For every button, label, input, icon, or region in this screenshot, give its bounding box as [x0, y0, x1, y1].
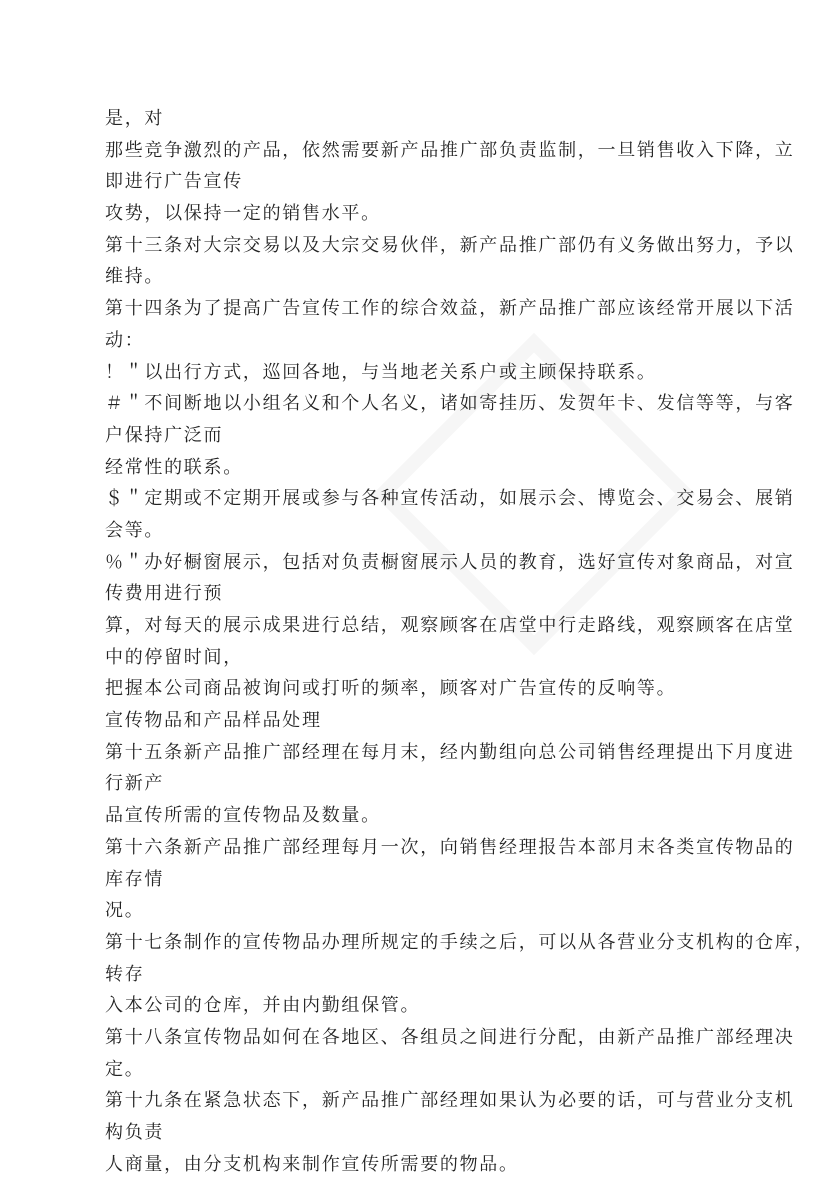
text-line: 动： [105, 329, 145, 351]
text-line: 品宣传所需的宣传物品及数量。 [105, 805, 381, 827]
text-line: 构负责 [105, 1122, 165, 1143]
text-line: 行新产 [105, 773, 165, 795]
text-line: 况。 [105, 900, 145, 922]
text-line: 转存 [105, 963, 145, 985]
text-line: 定。 [105, 1058, 145, 1080]
text-line: 户保持广泛而 [105, 424, 224, 446]
text-line: 把握本公司商品被询问或打听的频率，顾客对广告宣传的反响等。 [105, 678, 677, 700]
text-line: ＄＂定期或不定期开展或参与各种宣传活动，如展示会、博览会、交易会、展销 [105, 488, 795, 510]
text-line: 攻势，以保持一定的销售水平。 [105, 203, 381, 225]
text-line: ％＂办好橱窗展示，包括对负责橱窗展示人员的教育，选好宣传对象商品，对宣 [105, 551, 795, 573]
text-line: 经常性的联系。 [105, 456, 243, 478]
text-line: 第十三条对大宗交易以及大宗交易伙伴，新产品推广部仍有义务做出努力，予以 [105, 234, 795, 256]
text-line: 会等。 [105, 519, 165, 541]
text-line: 第十七条制作的宣传物品办理所规定的手续之后，可以从各营业分支机构的仓库， [105, 931, 815, 953]
text-line: ！＂以出行方式，巡回各地，与当地老关系户或主顾保持联系。 [105, 361, 657, 383]
text-line: 传费用进行预 [105, 583, 224, 605]
text-line: 库存情 [105, 868, 165, 890]
text-line: 那些竞争激烈的产品，依然需要新产品推广部负责监制，一旦销售收入下降，立 [105, 139, 795, 161]
text-line: 中的停留时间， [105, 646, 243, 668]
text-line: 是，对 [105, 108, 165, 129]
text-line: 第十八条宣传物品如何在各地区、各组员之间进行分配，由新产品推广部经理决 [105, 1026, 795, 1048]
text-line: 第十五条新产品推广部经理在每月末，经内勤组向总公司销售经理提出下月度进 [105, 741, 795, 763]
text-line: 维持。 [105, 266, 165, 288]
text-line: ＃＂不间断地以小组名义和个人名义，诸如寄挂历、发贺年卡、发信等等，与客 [105, 393, 795, 415]
text-line: 入本公司的仓库，并由内勤组保管。 [105, 995, 421, 1017]
text-line: 人商量，由分支机构来制作宣传所需要的物品。 [105, 1153, 519, 1175]
text-line: 第十四条为了提高广告宣传工作的综合效益，新产品推广部应该经常开展以下活 [105, 298, 795, 320]
text-line: 宣传物品和产品样品处理 [105, 710, 322, 732]
text-line: 第十九条在紧急状态下，新产品推广部经理如果认为必要的话，可与营业分支机 [105, 1090, 795, 1112]
text-line: 算，对每天的展示成果进行总结，观察顾客在店堂中行走路线，观察顾客在店堂 [105, 615, 795, 636]
text-line: 第十六条新产品推广部经理每月一次，向销售经理报告本部月末各类宣传物品的 [105, 836, 795, 858]
text-line: 即进行广告宣传 [105, 171, 243, 193]
document-body [105, 103, 815, 1180]
